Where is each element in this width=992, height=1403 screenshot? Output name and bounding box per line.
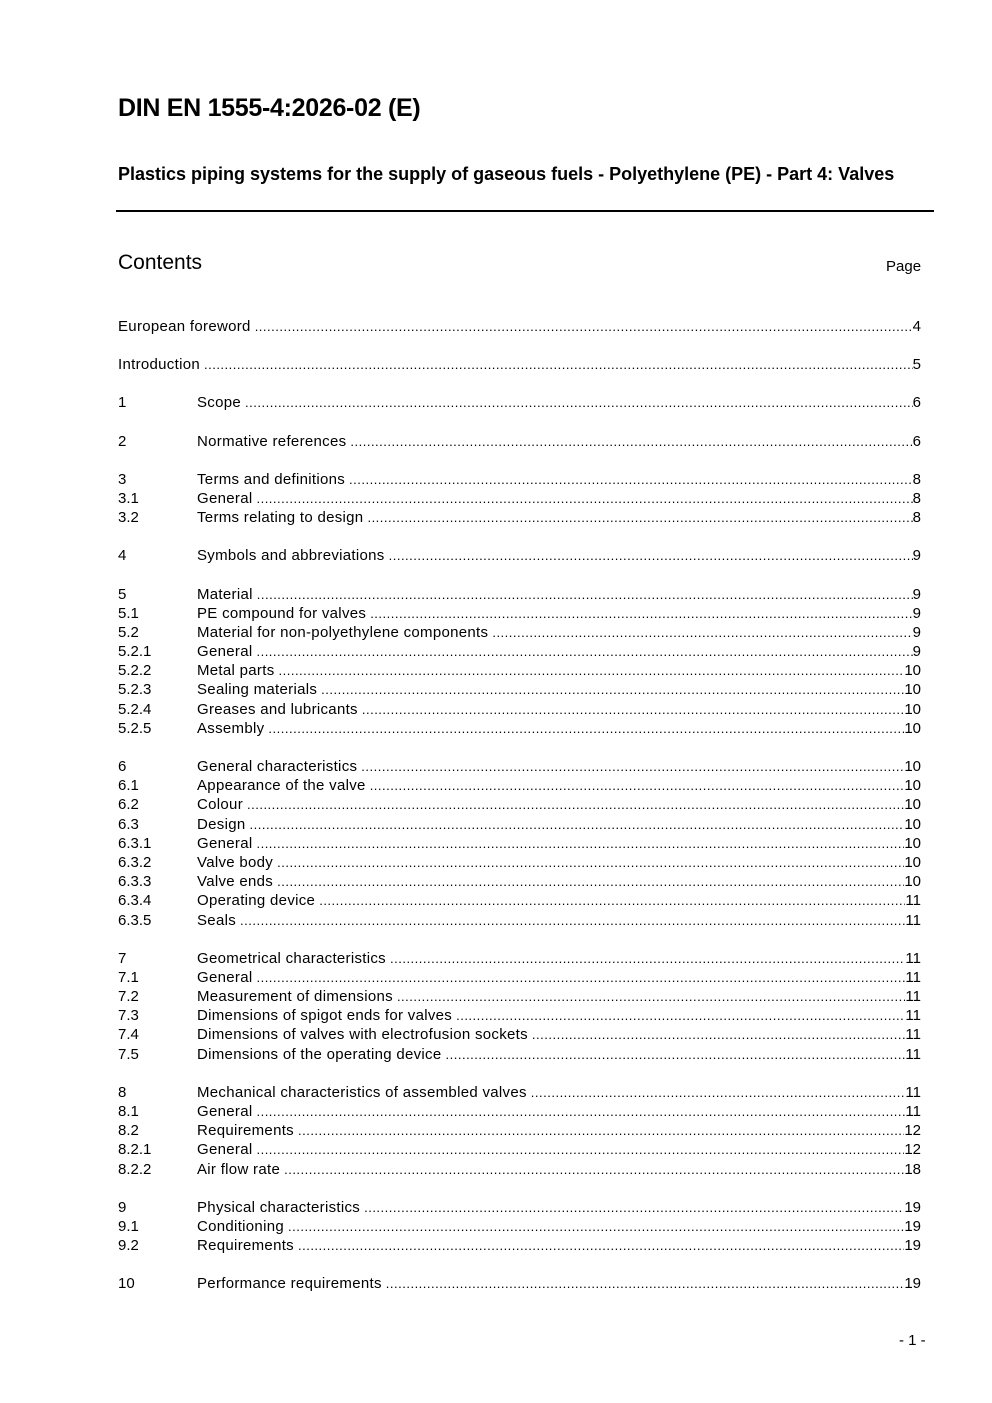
toc-dot-leader — [298, 1121, 904, 1140]
toc-entry-label: Dimensions of valves with electrofusion sockets — [197, 1026, 528, 1044]
toc-entry-label: Measurement of dimensions — [197, 988, 393, 1006]
toc-dot-leader — [245, 393, 913, 412]
toc-entry-label: Requirements — [197, 1122, 294, 1140]
toc-entry-page: 11 — [905, 1026, 921, 1044]
toc-entry-page: 10 — [904, 777, 921, 795]
toc-entry[interactable] — [118, 1198, 921, 1217]
toc-entry[interactable] — [118, 317, 921, 336]
toc-entry[interactable] — [118, 604, 921, 623]
toc-dot-leader — [284, 1160, 904, 1179]
toc-entry[interactable] — [118, 834, 921, 853]
toc-dot-leader — [256, 1102, 905, 1121]
document-id: DIN EN 1555-4:2026-02 (E) — [118, 94, 421, 122]
toc-entry-page: 5 — [912, 356, 921, 374]
toc-entry-number: 6.3 — [118, 815, 139, 833]
toc-entry[interactable] — [118, 1236, 921, 1255]
toc-entry-page: 11 — [905, 968, 921, 986]
toc-entry[interactable] — [118, 757, 921, 776]
toc-entry-number: 7.1 — [118, 968, 139, 986]
toc-entry-page: 19 — [904, 1217, 921, 1235]
toc-dot-leader — [255, 317, 913, 336]
toc-entry-label: Operating device — [197, 892, 316, 910]
toc-dot-leader — [288, 1217, 904, 1236]
toc-entry-number: 4 — [118, 547, 127, 565]
toc-dot-leader — [247, 795, 904, 814]
toc-dot-leader — [250, 815, 905, 834]
toc-entry[interactable] — [118, 393, 921, 412]
toc-entry-label: Dimensions of spigot ends for valves — [197, 1007, 453, 1025]
toc-dot-leader — [256, 968, 905, 987]
toc-entry-page: 9 — [912, 604, 921, 622]
toc-entry-page: 10 — [904, 700, 921, 718]
toc-dot-leader — [268, 719, 904, 738]
toc-dot-leader — [298, 1236, 904, 1255]
toc-dot-leader — [532, 1025, 906, 1044]
toc-entry-number: 8.1 — [118, 1103, 139, 1120]
toc-entry-page: 9 — [912, 643, 921, 661]
toc-entry-number: 6.3.3 — [118, 873, 152, 891]
toc-entry[interactable] — [118, 546, 921, 565]
toc-entry-label: General — [197, 1141, 253, 1159]
toc-entry[interactable] — [118, 719, 921, 738]
toc-entry-page: 8 — [912, 509, 921, 527]
toc-group-spacer — [118, 413, 921, 432]
toc-entry-number: 7.5 — [118, 1045, 139, 1063]
toc-entry[interactable] — [118, 1217, 921, 1236]
toc-entry-label: Assembly — [197, 719, 265, 737]
document-title: Plastics piping systems for the supply of gaseous fuels - Polyethylene (PE) - Part 4: Valves — [118, 164, 895, 184]
toc-dot-leader — [531, 1083, 906, 1102]
toc-entry-page: 10 — [904, 834, 921, 852]
toc-dot-leader — [350, 432, 912, 451]
toc-entry-label: Scope — [197, 394, 242, 412]
page-column-heading: Page — [886, 258, 922, 275]
toc-entry-number: 10 — [118, 1275, 135, 1293]
toc-group-spacer — [118, 374, 921, 393]
toc-entry-page: 10 — [904, 681, 921, 699]
toc-dot-leader — [390, 949, 905, 968]
toc-entry[interactable] — [118, 1102, 921, 1121]
toc-entry-page: 11 — [905, 911, 921, 929]
toc-entry-number: 7.4 — [118, 1026, 139, 1044]
toc-group-spacer — [118, 1179, 921, 1198]
toc-entry-label: Geometrical characteristics — [197, 949, 386, 967]
toc-group-spacer — [118, 1255, 921, 1274]
toc-entry-number: 5.2.1 — [118, 643, 152, 661]
toc-entry-number: 6.3.1 — [118, 834, 152, 852]
toc-dot-leader — [321, 680, 904, 699]
toc-entry[interactable] — [118, 508, 921, 527]
toc-entry-page: 8 — [912, 470, 921, 488]
toc-entry-number: 8.2 — [118, 1122, 139, 1140]
toc-entry-number: 8.2.1 — [118, 1141, 152, 1159]
toc-entry-number: 5.1 — [118, 604, 139, 622]
toc-dot-leader — [364, 1198, 904, 1217]
toc-dot-leader — [256, 1140, 904, 1159]
toc-entry[interactable] — [118, 891, 921, 910]
toc-entry-page: 11 — [905, 988, 921, 1006]
toc-entry[interactable] — [118, 853, 921, 872]
toc-entry-page: 9 — [912, 623, 921, 641]
toc-entry-number: 7.3 — [118, 1007, 139, 1025]
toc-group-spacer — [118, 451, 921, 470]
toc-entry-number: 6.2 — [118, 796, 139, 814]
toc-entry-label: PE compound for valves — [197, 604, 367, 622]
toc-entry-number: 1 — [118, 394, 127, 412]
toc-entry-label: Appearance of the valve — [197, 777, 366, 795]
toc-entry-page: 11 — [905, 892, 921, 910]
toc-entry-number: 7 — [118, 949, 127, 967]
toc-dot-leader — [446, 1045, 906, 1064]
toc-dot-leader — [319, 891, 905, 910]
toc-entry-number: 6.3.4 — [118, 892, 152, 910]
toc-entry-page: 10 — [904, 662, 921, 680]
toc-entry[interactable] — [118, 949, 921, 968]
toc-dot-leader — [456, 1006, 905, 1025]
toc-entry-page: 10 — [904, 796, 921, 814]
toc-entry-page: 19 — [904, 1275, 921, 1293]
toc-entry-label: Terms and definitions — [197, 470, 346, 488]
toc-entry[interactable] — [118, 680, 921, 699]
toc-entry[interactable] — [118, 585, 921, 604]
toc-entry-number: 5.2.4 — [118, 700, 152, 718]
toc-entry-label: Performance requirements — [197, 1275, 382, 1293]
toc-group-spacer — [118, 527, 921, 546]
toc-entry-page: 9 — [912, 547, 921, 565]
toc-entry[interactable] — [118, 795, 921, 814]
toc-entry-number: 2 — [118, 432, 127, 450]
toc-group-spacer — [118, 336, 921, 355]
toc-dot-leader — [256, 489, 912, 508]
toc-entry[interactable] — [118, 987, 921, 1006]
toc-dot-leader — [362, 700, 904, 719]
toc-entry[interactable] — [118, 470, 921, 489]
toc-entry-page: 18 — [904, 1160, 921, 1178]
toc-dot-leader — [349, 470, 913, 489]
toc-entry[interactable] — [118, 1025, 921, 1044]
contents-heading: Contents — [118, 251, 203, 274]
toc-dot-leader — [367, 508, 912, 527]
toc-entry-label: Physical characteristics — [197, 1198, 361, 1216]
toc-entry-page: 11 — [905, 1083, 921, 1101]
toc-entry-number: 3.1 — [118, 489, 139, 507]
toc-entry-label: Design — [197, 815, 246, 833]
toc-entry-label: Requirements — [197, 1237, 294, 1255]
toc-entry-label: Valve body — [197, 853, 274, 871]
toc-entry-label: Valve ends — [197, 873, 274, 891]
toc-entry-label: General — [197, 834, 253, 852]
toc-dot-leader — [257, 585, 913, 604]
toc-entry-page: 11 — [905, 949, 921, 967]
toc-entry-label: General — [197, 1103, 253, 1120]
toc-entry-page: 4 — [912, 318, 921, 335]
toc-entry-number: 9.1 — [118, 1217, 139, 1235]
toc-entry-number: 3.2 — [118, 509, 139, 527]
toc-entry-page: 11 — [905, 1045, 921, 1063]
toc-dot-leader — [386, 1274, 905, 1293]
toc-entry-page: 12 — [904, 1122, 921, 1140]
page-number: - 1 - — [899, 1332, 926, 1349]
toc-entry-label: Terms relating to design — [197, 509, 364, 527]
toc-dot-leader — [397, 987, 905, 1006]
toc-entry-label: Material for non-polyethylene components — [197, 623, 489, 641]
toc-entry-label: Normative references — [197, 432, 347, 450]
toc-dot-leader — [277, 872, 904, 891]
toc-entry-number: 5.2.2 — [118, 662, 152, 680]
toc-entry-page: 10 — [904, 853, 921, 871]
toc-entry[interactable] — [118, 1274, 921, 1293]
toc-dot-leader — [240, 911, 905, 930]
toc-entry[interactable] — [118, 700, 921, 719]
toc-entry-page: 9 — [912, 585, 921, 603]
toc-entry[interactable] — [118, 642, 921, 661]
toc-entry[interactable] — [118, 661, 921, 680]
toc-entry[interactable] — [118, 355, 921, 374]
toc-entry-label: General — [197, 643, 253, 661]
toc-entry-page: 19 — [904, 1237, 921, 1255]
toc-dot-leader — [370, 604, 912, 623]
toc-entry-page: 6 — [912, 394, 921, 412]
toc-entry-label: Symbols and abbreviations — [197, 547, 385, 565]
title-rule — [116, 210, 934, 212]
toc-entry[interactable] — [118, 911, 921, 930]
toc-entry-number: 8.2.2 — [118, 1160, 152, 1178]
toc-entry-label: Introduction — [118, 356, 200, 374]
toc-entry[interactable] — [118, 623, 921, 642]
toc-dot-leader — [389, 546, 913, 565]
toc-entry[interactable] — [118, 432, 921, 451]
toc-group-spacer — [118, 738, 921, 757]
toc-entry-label: General characteristics — [197, 758, 358, 775]
toc-entry[interactable] — [118, 489, 921, 508]
toc-entry-label: Greases and lubricants — [197, 700, 358, 718]
toc-entry-page: 11 — [905, 1007, 921, 1025]
toc-entry-page: 10 — [904, 815, 921, 833]
toc-entry-page: 8 — [912, 489, 921, 507]
toc-dot-leader — [256, 642, 912, 661]
toc-entry-label: Seals — [197, 911, 237, 929]
toc-entry[interactable] — [118, 1121, 921, 1140]
toc-entry[interactable] — [118, 1083, 921, 1102]
toc-entry-number: 8 — [118, 1083, 127, 1101]
toc-entry-page: 19 — [904, 1198, 921, 1216]
toc-entry-number: 9.2 — [118, 1237, 139, 1255]
toc-entry[interactable] — [118, 1160, 921, 1179]
table-of-contents — [118, 317, 921, 1294]
toc-group-spacer — [118, 1064, 921, 1083]
toc-entry-number: 5.2 — [118, 623, 139, 641]
toc-dot-leader — [204, 355, 913, 374]
toc-entry-number: 5.2.5 — [118, 719, 152, 737]
toc-entry-label: General — [197, 968, 253, 986]
toc-entry-label: Colour — [197, 796, 243, 814]
toc-dot-leader — [370, 776, 905, 795]
toc-entry-number: 6.3.2 — [118, 853, 152, 871]
toc-entry-number: 7.2 — [118, 988, 139, 1006]
toc-entry-page: 10 — [904, 758, 921, 775]
toc-entry[interactable] — [118, 1006, 921, 1025]
toc-entry-label: Dimensions of the operating device — [197, 1045, 442, 1063]
toc-entry-label: Sealing materials — [197, 681, 318, 699]
toc-entry-page: 6 — [912, 432, 921, 450]
toc-entry-page: 10 — [904, 873, 921, 891]
toc-entry-number: 3 — [118, 470, 127, 488]
toc-entry-page: 11 — [905, 1103, 921, 1120]
toc-entry-label: Metal parts — [197, 662, 275, 680]
toc-entry-number: 9 — [118, 1198, 127, 1216]
toc-entry-label: General — [197, 489, 253, 507]
toc-entry[interactable] — [118, 1140, 921, 1159]
toc-entry[interactable] — [118, 1045, 921, 1064]
toc-entry[interactable] — [118, 776, 921, 795]
toc-entry[interactable] — [118, 968, 921, 987]
toc-entry-number: 6.1 — [118, 777, 139, 795]
toc-entry-label: Material — [197, 585, 253, 603]
toc-entry-number: 6.3.5 — [118, 911, 152, 929]
toc-group-spacer — [118, 930, 921, 949]
toc-entry[interactable] — [118, 872, 921, 891]
toc-entry[interactable] — [118, 815, 921, 834]
toc-dot-leader — [277, 853, 904, 872]
toc-entry-number: 6 — [118, 758, 127, 775]
toc-dot-leader — [256, 834, 904, 853]
toc-group-spacer — [118, 566, 921, 585]
toc-entry-label: European foreword — [118, 318, 251, 335]
toc-entry-label: Conditioning — [197, 1217, 284, 1235]
toc-entry-label: Mechanical characteristics of assembled valves — [197, 1083, 527, 1101]
toc-entry-number: 5 — [118, 585, 127, 603]
toc-dot-leader — [279, 661, 905, 680]
toc-entry-page: 10 — [904, 719, 921, 737]
toc-entry-page: 12 — [904, 1141, 921, 1159]
toc-dot-leader — [361, 757, 904, 776]
toc-entry-label: Air flow rate — [197, 1160, 281, 1178]
toc-entry-number: 5.2.3 — [118, 681, 152, 699]
toc-dot-leader — [492, 623, 912, 642]
